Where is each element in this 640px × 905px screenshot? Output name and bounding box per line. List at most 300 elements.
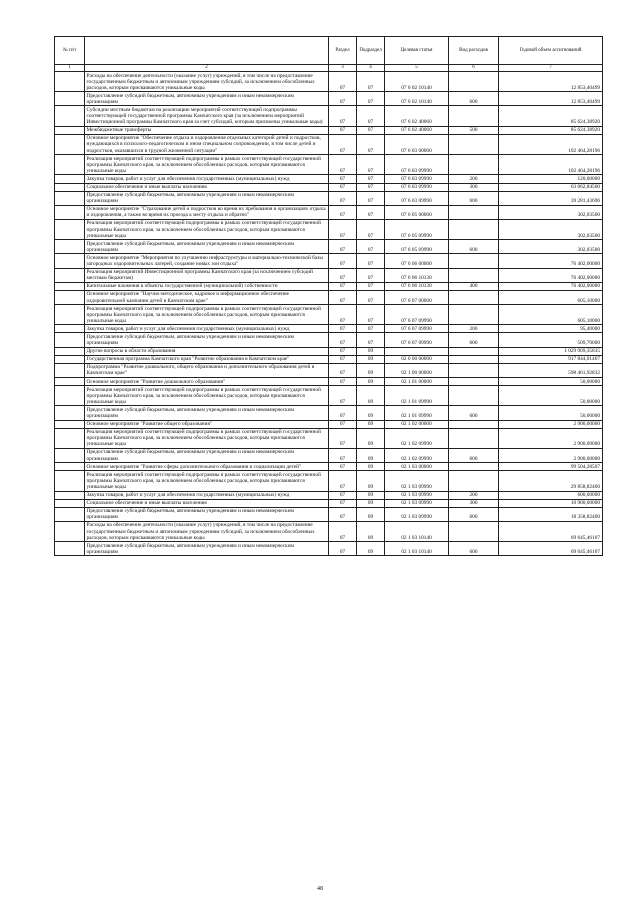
- table-row: [55, 183, 603, 191]
- row-section-cell: 07: [329, 155, 357, 175]
- row-amount-cell: 2 900,00000: [499, 428, 603, 448]
- row-amount-cell: 917 844,01467: [499, 355, 603, 363]
- row-subsection-cell: 07: [357, 175, 385, 183]
- row-number-cell: [55, 72, 85, 92]
- row-number-cell: [55, 386, 85, 406]
- table-row: [55, 240, 603, 254]
- table-row: [55, 155, 603, 175]
- row-expense-type-cell: 200: [449, 491, 499, 499]
- row-target-article-cell: 02 1 00 00000: [385, 363, 449, 377]
- row-section-cell: 07: [329, 463, 357, 471]
- row-amount-cell: 85 624,38920: [499, 126, 603, 134]
- row-section-cell: 07: [329, 305, 357, 325]
- row-subsection-cell: 07: [357, 155, 385, 175]
- table-row: [55, 191, 603, 205]
- row-target-article-cell: 07 6 03 09990: [385, 191, 449, 205]
- row-amount-cell: 69 645,46107: [499, 542, 603, 556]
- row-subsection-cell: 09: [357, 471, 385, 491]
- row-target-article-cell: 07 6 05 09990: [385, 240, 449, 254]
- row-target-article-cell: 02 1 03 10140: [385, 521, 449, 541]
- row-expense-type-cell: 600: [449, 507, 499, 521]
- row-subsection-cell: 07: [357, 268, 385, 282]
- row-subsection-cell: 07: [357, 183, 385, 191]
- row-target-article-cell: 07 6 07 09990: [385, 325, 449, 333]
- row-amount-cell: 95,40000: [499, 325, 603, 333]
- row-number-cell: [55, 378, 85, 386]
- row-expense-type-cell: [449, 363, 499, 377]
- header-subsection: Подраздел: [357, 37, 385, 65]
- row-amount-cell: 18 358,82400: [499, 507, 603, 521]
- row-section-cell: 07: [329, 420, 357, 428]
- row-amount-cell: 605,10000: [499, 290, 603, 304]
- row-section-cell: 07: [329, 378, 357, 386]
- row-name-cell: Основное мероприятие "Мероприятия по улучшению инфраструктуры и материально-технической базы загородных оздоровительных лагерей, создание новых зон отдыха": [85, 254, 329, 268]
- row-number-cell: [55, 347, 85, 355]
- row-section-cell: 07: [329, 254, 357, 268]
- row-section-cell: 07: [329, 325, 357, 333]
- row-amount-cell: 76 402,00000: [499, 282, 603, 290]
- row-expense-type-cell: [449, 378, 499, 386]
- row-section-cell: 07: [329, 183, 357, 191]
- row-expense-type-cell: [449, 420, 499, 428]
- row-subsection-cell: 09: [357, 420, 385, 428]
- row-name-cell: Предоставление субсидий бюджетным, автономным учреждениям и иным некоммерческим организациям: [85, 333, 329, 347]
- row-expense-type-cell: 600: [449, 240, 499, 254]
- row-name-cell: Реализация мероприятий Инвестиционной программы Камчатского края (за исключением субсидий местным бюджетам): [85, 268, 329, 282]
- row-expense-type-cell: 600: [449, 191, 499, 205]
- row-subsection-cell: 09: [357, 507, 385, 521]
- row-expense-type-cell: 600: [449, 406, 499, 420]
- row-name-cell: Предоставление субсидий бюджетным, автономным учреждениям и иным некоммерческим организациям: [85, 240, 329, 254]
- row-name-cell: Предоставление субсидий бюджетным, автономным учреждениям и иным некоммерческим организациям: [85, 406, 329, 420]
- row-section-cell: 07: [329, 175, 357, 183]
- row-amount-cell: 85 624,38920: [499, 106, 603, 126]
- row-amount-cell: 76 402,00000: [499, 268, 603, 282]
- row-subsection-cell: 09: [357, 463, 385, 471]
- table-row: [55, 378, 603, 386]
- row-subsection-cell: 07: [357, 240, 385, 254]
- row-target-article-cell: 07 6 03 09990: [385, 175, 449, 183]
- row-section-cell: 07: [329, 219, 357, 239]
- row-amount-cell: 29 858,82400: [499, 471, 603, 491]
- row-subsection-cell: 09: [357, 363, 385, 377]
- row-number-cell: [55, 428, 85, 448]
- row-name-cell: Капитальные вложения в объекты государственной (муниципальной) собственности: [85, 282, 329, 290]
- row-section-cell: 07: [329, 92, 357, 106]
- row-section-cell: 07: [329, 542, 357, 556]
- table-row: [55, 363, 603, 377]
- page-number: 48: [317, 886, 323, 892]
- table-row: [55, 420, 603, 428]
- row-number-cell: [55, 191, 85, 205]
- row-number-cell: [55, 254, 85, 268]
- row-target-article-cell: 07 6 02 10140: [385, 72, 449, 92]
- column-number-row: [55, 65, 603, 72]
- row-section-cell: 07: [329, 491, 357, 499]
- row-number-cell: [55, 175, 85, 183]
- row-name-cell: Основное мероприятие "Развитие сферы дополнительного образования и социализации детей": [85, 463, 329, 471]
- row-number-cell: [55, 491, 85, 499]
- row-amount-cell: 302,03500: [499, 205, 603, 219]
- row-target-article-cell: 02 1 02 09990: [385, 448, 449, 462]
- row-section-cell: 07: [329, 355, 357, 363]
- column-number: 7: [499, 65, 603, 72]
- row-number-cell: [55, 355, 85, 363]
- row-target-article-cell: 07 6 02 40060: [385, 126, 449, 134]
- row-expense-type-cell: 500: [449, 126, 499, 134]
- row-name-cell: Основное мероприятие "Развитие дошкольного образования": [85, 378, 329, 386]
- row-expense-type-cell: [449, 521, 499, 541]
- column-number: 5: [385, 65, 449, 72]
- table-row: [55, 406, 603, 420]
- row-name-cell: Предоставление субсидий бюджетным, автономным учреждениям и иным некоммерческим организациям: [85, 507, 329, 521]
- row-number-cell: [55, 282, 85, 290]
- row-name-cell: Расходы на обеспечение деятельности (оказание услуг) учреждений, в том числе на предоставление государственным бюджетным и автономным учреждениям субсидий, за исключением обособленных расходов, которым присваиваются уникальные коды: [85, 72, 329, 92]
- row-amount-cell: 605,10000: [499, 305, 603, 325]
- table-row: [55, 72, 603, 92]
- column-number: 4: [357, 65, 385, 72]
- row-subsection-cell: 09: [357, 347, 385, 355]
- row-section-cell: 07: [329, 106, 357, 126]
- table-row: [55, 491, 603, 499]
- row-target-article-cell: 07 6 03 00000: [385, 134, 449, 154]
- row-subsection-cell: 09: [357, 428, 385, 448]
- header-number: № п/п: [55, 37, 85, 65]
- row-expense-type-cell: 300: [449, 183, 499, 191]
- row-section-cell: 07: [329, 363, 357, 377]
- table-row: [55, 175, 603, 183]
- row-target-article-cell: 02 1 01 00000: [385, 378, 449, 386]
- table-row: [55, 448, 603, 462]
- row-target-article-cell: 02 1 03 00000: [385, 463, 449, 471]
- table-row: [55, 347, 603, 355]
- row-amount-cell: 102 464,28196: [499, 134, 603, 154]
- row-name-cell: Расходы на обеспечение деятельности (оказание услуг) учреждений, в том числе на предоставление государственным бюджетным и автономным учреждениям субсидий, за исключением обособленных расходов, которым присваиваются уникальные коды: [85, 521, 329, 541]
- row-section-cell: 07: [329, 191, 357, 205]
- row-subsection-cell: 07: [357, 282, 385, 290]
- row-section-cell: 07: [329, 72, 357, 92]
- table-header-row: [55, 37, 603, 65]
- row-number-cell: [55, 290, 85, 304]
- row-number-cell: [55, 507, 85, 521]
- row-expense-type-cell: [449, 72, 499, 92]
- row-amount-cell: 50,00000: [499, 378, 603, 386]
- row-amount-cell: 50,00000: [499, 386, 603, 406]
- row-section-cell: 07: [329, 507, 357, 521]
- table-row: [55, 106, 603, 126]
- row-target-article-cell: 07 6 07 00000: [385, 290, 449, 304]
- row-section-cell: 07: [329, 406, 357, 420]
- row-subsection-cell: 09: [357, 378, 385, 386]
- row-target-article-cell: 02 0 00 00000: [385, 355, 449, 363]
- row-name-cell: Реализация мероприятий соответствующей подпрограммы в рамках соответствующей государственной программы Камчатского края, за исключением обособленных расходов, которым присваиваются уникальные коды: [85, 386, 329, 406]
- row-name-cell: Государственная программа Камчатского края "Развитие образования в Камчатском крае": [85, 355, 329, 363]
- row-section-cell: 07: [329, 521, 357, 541]
- budget-table-sheet: [54, 36, 602, 556]
- row-number-cell: [55, 268, 85, 282]
- budget-table: [54, 36, 603, 556]
- row-number-cell: [55, 463, 85, 471]
- row-number-cell: [55, 448, 85, 462]
- row-amount-cell: 99 504,28507: [499, 463, 603, 471]
- row-expense-type-cell: [449, 463, 499, 471]
- table-row: [55, 92, 603, 106]
- table-row: [55, 386, 603, 406]
- row-target-article-cell: 02 1 01 09990: [385, 386, 449, 406]
- table-row: [55, 542, 603, 556]
- row-number-cell: [55, 92, 85, 106]
- row-subsection-cell: 09: [357, 499, 385, 507]
- row-section-cell: 07: [329, 290, 357, 304]
- row-expense-type-cell: 400: [449, 282, 499, 290]
- row-subsection-cell: 09: [357, 491, 385, 499]
- row-amount-cell: 50,00000: [499, 406, 603, 420]
- row-subsection-cell: 07: [357, 219, 385, 239]
- column-number: 6: [449, 65, 499, 72]
- row-amount-cell: 2 900,00000: [499, 420, 603, 428]
- table-row: [55, 254, 603, 268]
- table-row: [55, 134, 603, 154]
- row-expense-type-cell: [449, 305, 499, 325]
- row-subsection-cell: 07: [357, 333, 385, 347]
- row-subsection-cell: 07: [357, 92, 385, 106]
- table-row: [55, 499, 603, 507]
- row-expense-type-cell: [449, 155, 499, 175]
- row-number-cell: [55, 205, 85, 219]
- row-target-article-cell: 02 1 03 10140: [385, 542, 449, 556]
- row-subsection-cell: 07: [357, 305, 385, 325]
- row-expense-type-cell: [449, 268, 499, 282]
- row-expense-type-cell: [449, 205, 499, 219]
- row-number-cell: [55, 126, 85, 134]
- row-expense-type-cell: 600: [449, 448, 499, 462]
- row-section-cell: 07: [329, 134, 357, 154]
- row-name-cell: Социальное обеспечение и иные выплаты населению: [85, 183, 329, 191]
- row-name-cell: Предоставление субсидий бюджетным, автономным учреждениям и иным некоммерческим организациям: [85, 191, 329, 205]
- row-amount-cell: 598 461,92832: [499, 363, 603, 377]
- row-subsection-cell: 09: [357, 448, 385, 462]
- row-section-cell: 07: [329, 428, 357, 448]
- row-target-article-cell: 02 1 03 09990: [385, 491, 449, 499]
- row-section-cell: 07: [329, 347, 357, 355]
- row-number-cell: [55, 106, 85, 126]
- row-expense-type-cell: [449, 428, 499, 448]
- column-number: 2: [85, 65, 329, 72]
- row-target-article-cell: 02 1 03 09990: [385, 471, 449, 491]
- row-amount-cell: 302,03500: [499, 240, 603, 254]
- row-subsection-cell: 07: [357, 134, 385, 154]
- row-name-cell: Предоставление субсидий бюджетным, автономным учреждениям и иным некоммерческим организациям: [85, 448, 329, 462]
- row-target-article-cell: 07 6 05 00000: [385, 205, 449, 219]
- row-target-article-cell: 07 6 07 09990: [385, 305, 449, 325]
- row-subsection-cell: 07: [357, 205, 385, 219]
- row-number-cell: [55, 219, 85, 239]
- row-name-cell: Закупка товаров, работ и услуг для обеспечения государственных (муниципальных) нужд: [85, 325, 329, 333]
- row-target-article-cell: 07 6 06 00000: [385, 254, 449, 268]
- table-row: [55, 325, 603, 333]
- row-target-article-cell: 02 1 02 00000: [385, 420, 449, 428]
- table-row: [55, 268, 603, 282]
- row-number-cell: [55, 420, 85, 428]
- row-amount-cell: 600,00000: [499, 491, 603, 499]
- table-row: [55, 355, 603, 363]
- row-name-cell: Основное мероприятие "Развитие общего образования": [85, 420, 329, 428]
- row-name-cell: Реализация мероприятий соответствующей подпрограммы в рамках соответствующей государственной программы Камчатского края, за исключением обособленных расходов, которым присваиваются уникальные коды: [85, 305, 329, 325]
- header-annual-amount: Годовой объем ассигнований: [499, 37, 603, 65]
- row-amount-cell: 76 402,00000: [499, 254, 603, 268]
- table-row: [55, 521, 603, 541]
- table-row: [55, 471, 603, 491]
- table-row: [55, 333, 603, 347]
- table-row: [55, 282, 603, 290]
- row-expense-type-cell: 200: [449, 325, 499, 333]
- row-target-article-cell: 07 6 05 09990: [385, 219, 449, 239]
- row-expense-type-cell: 600: [449, 333, 499, 347]
- table-row: [55, 463, 603, 471]
- row-number-cell: [55, 155, 85, 175]
- row-target-article-cell: [385, 347, 449, 355]
- row-number-cell: [55, 542, 85, 556]
- row-number-cell: [55, 305, 85, 325]
- row-target-article-cell: 07 6 07 09990: [385, 333, 449, 347]
- row-target-article-cell: 02 1 02 09990: [385, 428, 449, 448]
- table-row: [55, 205, 603, 219]
- row-number-cell: [55, 499, 85, 507]
- row-subsection-cell: 07: [357, 325, 385, 333]
- row-name-cell: Социальное обеспечение и иные выплаты населению: [85, 499, 329, 507]
- row-expense-type-cell: [449, 134, 499, 154]
- row-amount-cell: 120,00000: [499, 175, 603, 183]
- row-number-cell: [55, 333, 85, 347]
- row-name-cell: Другие вопросы в области образования: [85, 347, 329, 355]
- row-expense-type-cell: [449, 471, 499, 491]
- table-body: [55, 72, 603, 556]
- row-target-article-cell: 02 1 03 09990: [385, 507, 449, 521]
- row-number-cell: [55, 325, 85, 333]
- row-target-article-cell: 07 6 06 10130: [385, 268, 449, 282]
- table-row: [55, 290, 603, 304]
- row-target-article-cell: 07 6 02 40060: [385, 106, 449, 126]
- row-amount-cell: 63 062,84500: [499, 183, 603, 191]
- row-number-cell: [55, 183, 85, 191]
- row-subsection-cell: 09: [357, 355, 385, 363]
- row-expense-type-cell: [449, 290, 499, 304]
- row-section-cell: 07: [329, 386, 357, 406]
- row-section-cell: 07: [329, 333, 357, 347]
- row-name-cell: Основное мероприятие "Страхование детей и подростков во время их пребывания в организациях отдыха и оздоровления, а также во время их проезда к месту отдыха и обратно": [85, 205, 329, 219]
- row-name-cell: Реализация мероприятий соответствующей подпрограммы в рамках соответствующей государственной программы Камчатского края, за исключением обособленных расходов, которым присваиваются уникальные коды: [85, 428, 329, 448]
- header-target-article: Целевая статья: [385, 37, 449, 65]
- row-target-article-cell: 02 1 01 09990: [385, 406, 449, 420]
- row-name-cell: Реализация мероприятий соответствующей подпрограммы в рамках соответствующей государственной программы Камчатского края, за исключением обособленных расходов, которым присваиваются уникальные коды: [85, 219, 329, 239]
- row-section-cell: 07: [329, 205, 357, 219]
- row-amount-cell: 1 029 909,35835: [499, 347, 603, 355]
- row-subsection-cell: 07: [357, 191, 385, 205]
- row-subsection-cell: 07: [357, 254, 385, 268]
- row-subsection-cell: 07: [357, 106, 385, 126]
- column-number: 1: [55, 65, 85, 72]
- row-number-cell: [55, 406, 85, 420]
- table-row: [55, 507, 603, 521]
- row-name-cell: Предоставление субсидий бюджетным, автономным учреждениям и иным некоммерческим организациям: [85, 542, 329, 556]
- row-expense-type-cell: 200: [449, 175, 499, 183]
- row-expense-type-cell: 300: [449, 499, 499, 507]
- row-expense-type-cell: 600: [449, 542, 499, 556]
- row-target-article-cell: 07 6 02 10140: [385, 92, 449, 106]
- row-subsection-cell: 07: [357, 126, 385, 134]
- row-expense-type-cell: [449, 254, 499, 268]
- row-name-cell: Подпрограмма "Развитие дошкольного, общего образования и дополнительного образования детей в Камчатском крае": [85, 363, 329, 377]
- row-name-cell: Основное мероприятие "Научно-методическое, кадровое и информационное обеспечение оздоровительной кампании детей в Камчатском крае": [85, 290, 329, 304]
- row-target-article-cell: 07 6 03 09990: [385, 155, 449, 175]
- row-expense-type-cell: [449, 355, 499, 363]
- row-number-cell: [55, 134, 85, 154]
- row-number-cell: [55, 240, 85, 254]
- row-amount-cell: 2 900,00000: [499, 448, 603, 462]
- column-number: 3: [329, 65, 357, 72]
- row-amount-cell: 509,70000: [499, 333, 603, 347]
- row-section-cell: 07: [329, 282, 357, 290]
- row-subsection-cell: 09: [357, 521, 385, 541]
- row-subsection-cell: 07: [357, 72, 385, 92]
- row-name-cell: Основное мероприятие "Обеспечение отдыха и оздоровления отдельных категорий детей и подростков, нуждающихся в психолого-педагогическом и ином специальном сопровождении, в том числе детей и подростков, оказавшихся в трудной жизненной ситуации": [85, 134, 329, 154]
- row-subsection-cell: 09: [357, 542, 385, 556]
- row-section-cell: 07: [329, 448, 357, 462]
- row-amount-cell: 12 853,40499: [499, 92, 603, 106]
- row-expense-type-cell: [449, 386, 499, 406]
- header-name: [85, 37, 329, 65]
- row-name-cell: Предоставление субсидий бюджетным, автономным учреждениям и иным некоммерческим организациям: [85, 92, 329, 106]
- row-name-cell: Реализация мероприятий соответствующей подпрограммы в рамках соответствующей государственной программы Камчатского края, за исключением обособленных расходов, которым присваиваются уникальные коды: [85, 471, 329, 491]
- table-row: [55, 428, 603, 448]
- row-subsection-cell: 09: [357, 386, 385, 406]
- row-section-cell: 07: [329, 499, 357, 507]
- table-row: [55, 219, 603, 239]
- row-amount-cell: 302,03500: [499, 219, 603, 239]
- header-expense-type: Вид расходов: [449, 37, 499, 65]
- row-amount-cell: 39 281,43696: [499, 191, 603, 205]
- row-name-cell: Реализация мероприятий соответствующей подпрограммы в рамках соответствующей государственной программы Камчатского края, за исключением обособленных расходов, которым присваиваются уникальные коды: [85, 155, 329, 175]
- row-name-cell: Субсидии местным бюджетам на реализацию мероприятий соответствующей подпрограммы соответствующей государственной программы Камчатского края (за исключением мероприятий Инвестиционной программы Камчатского края за счет субсидий, которым присвоены уникальные коды): [85, 106, 329, 126]
- row-expense-type-cell: [449, 347, 499, 355]
- header-section: Раздел: [329, 37, 357, 65]
- row-subsection-cell: 07: [357, 290, 385, 304]
- row-amount-cell: 102 464,28196: [499, 155, 603, 175]
- row-section-cell: 07: [329, 471, 357, 491]
- row-section-cell: 07: [329, 268, 357, 282]
- row-section-cell: 07: [329, 126, 357, 134]
- table-row: [55, 126, 603, 134]
- row-section-cell: 07: [329, 240, 357, 254]
- row-target-article-cell: 07 6 03 09990: [385, 183, 449, 191]
- row-expense-type-cell: 600: [449, 92, 499, 106]
- row-name-cell: Межбюджетные трансферты: [85, 126, 329, 134]
- row-number-cell: [55, 363, 85, 377]
- row-name-cell: Закупка товаров, работ и услуг для обеспечения государственных (муниципальных) нужд: [85, 491, 329, 499]
- row-number-cell: [55, 471, 85, 491]
- row-number-cell: [55, 521, 85, 541]
- row-target-article-cell: 02 1 03 09990: [385, 499, 449, 507]
- row-expense-type-cell: [449, 106, 499, 126]
- row-amount-cell: 12 853,40499: [499, 72, 603, 92]
- row-amount-cell: 69 645,46107: [499, 521, 603, 541]
- row-subsection-cell: 09: [357, 406, 385, 420]
- row-target-article-cell: 07 6 06 10130: [385, 282, 449, 290]
- row-amount-cell: 10 900,00000: [499, 499, 603, 507]
- row-expense-type-cell: [449, 219, 499, 239]
- table-row: [55, 305, 603, 325]
- row-name-cell: Закупка товаров, работ и услуг для обеспечения государственных (муниципальных) нужд: [85, 175, 329, 183]
